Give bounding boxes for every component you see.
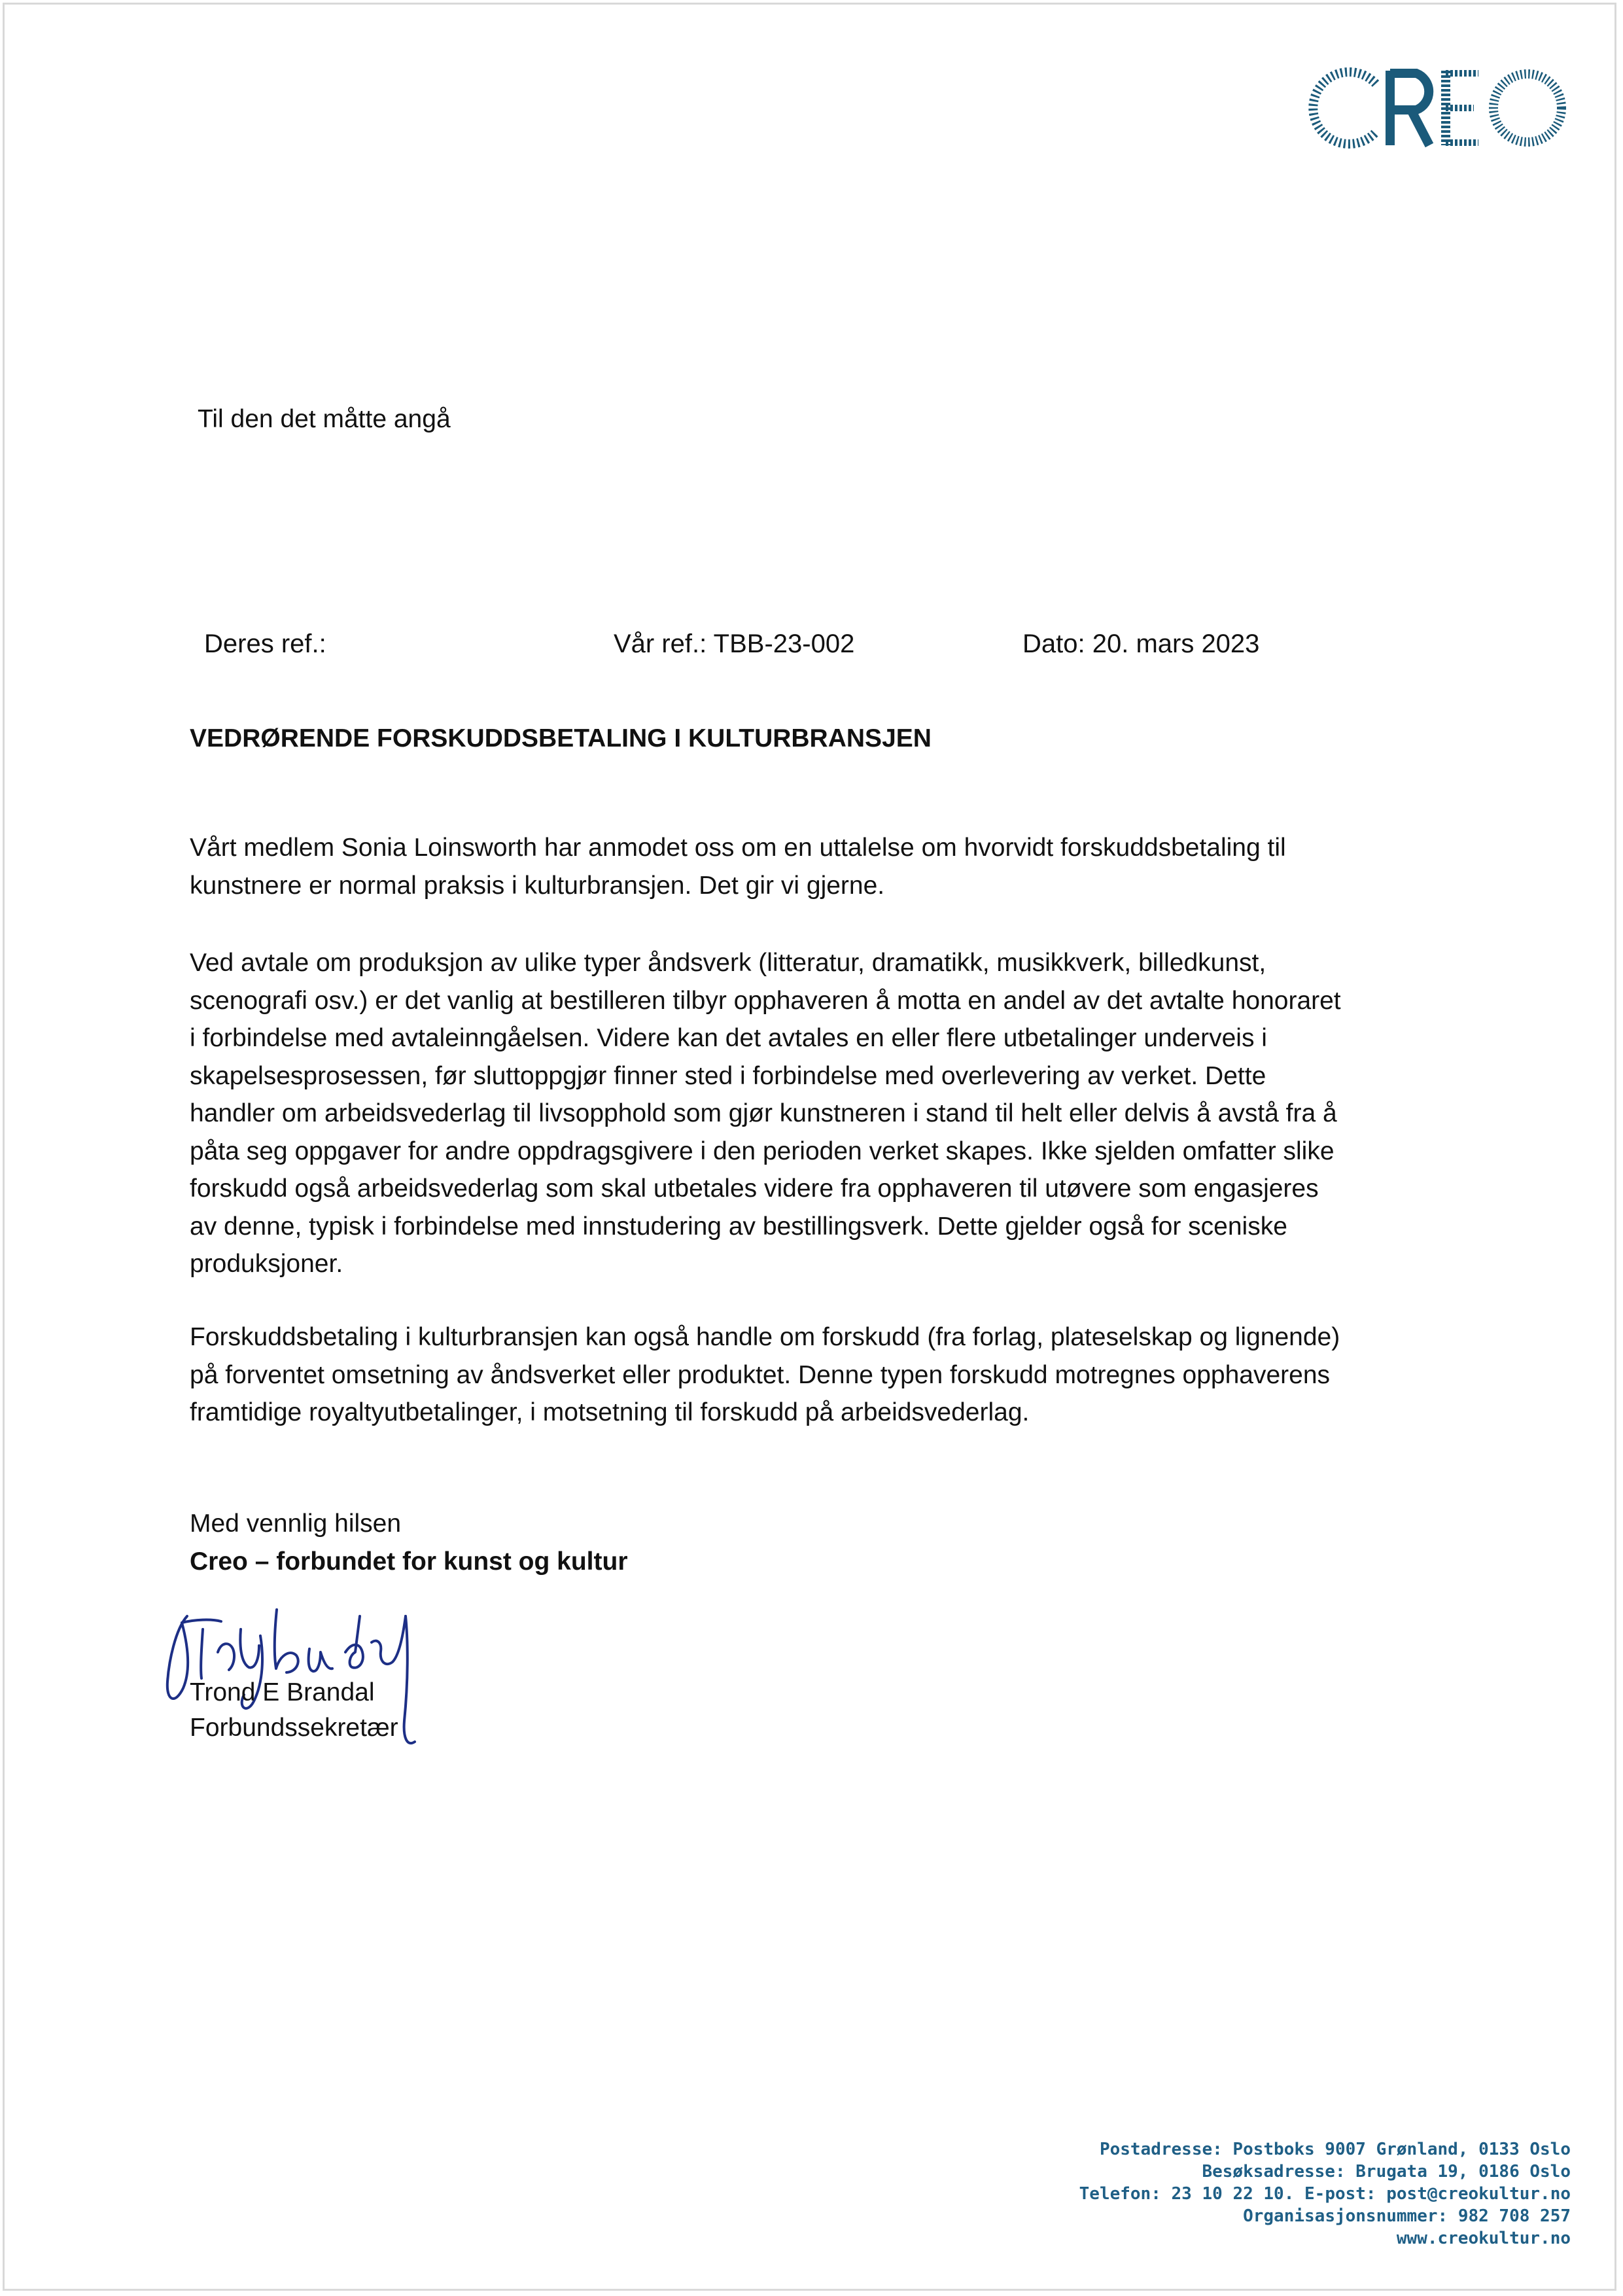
paragraph-line: scenografi osv.) er det vanlig at bestilleren tilbyr opphaveren å motta en andel av det avtalte honoraret: [190, 986, 1341, 1015]
paragraph-line: Forskuddsbetaling i kulturbransjen kan også handle om forskudd (fra forlag, plateselskap og lignende): [190, 1323, 1340, 1351]
creo-logo: [1299, 59, 1573, 157]
logo-letter-r: [1390, 71, 1429, 145]
logo-letter-o: [1493, 74, 1562, 142]
deres-ref: Deres ref.:: [204, 629, 326, 658]
paragraph-1: [190, 829, 1420, 904]
paragraph-line: Ved avtale om produksjon av ulike typer åndsverk (litteratur, dramatikk, musikkverk, billedkunst,: [190, 949, 1266, 977]
paragraph-line: framtidige royaltyutbetalinger, i motsetning til forskudd på arbeidsvederlag.: [190, 1398, 1030, 1426]
paragraph-line: forskudd også arbeidsvederlag som skal utbetales videre fra opphaveren til utøvere som engasjeres: [190, 1174, 1319, 1203]
paragraph-line: produksjoner.: [190, 1250, 343, 1278]
paragraph-2: [190, 944, 1420, 1283]
footer-visit-address: Besøksadresse: Brugata 19, 0186 Oslo: [1202, 2162, 1571, 2181]
paragraph-3: [190, 1318, 1420, 1432]
logo-letter-c: [1313, 72, 1376, 144]
closing-greeting: Med vennlig hilsen: [190, 1510, 402, 1538]
letter-subject: VEDRØRENDE FORSKUDDSBETALING I KULTURBRANSJEN: [190, 724, 932, 752]
paragraph-line: skapelsesprosessen, før sluttoppgjør finner sted i forbindelse med overlevering av verket. Dette: [190, 1061, 1266, 1090]
footer-org-number: Organisasjonsnummer: 982 708 257: [1243, 2206, 1571, 2226]
paragraph-line: kunstnere er normal praksis i kulturbransjen. Det gir vi gjerne.: [190, 871, 885, 900]
paragraph-line: på forventet omsetning av åndsverket eller produktet. Denne typen forskudd motregnes opphaverens: [190, 1360, 1331, 1389]
paragraph-line: påta seg oppgaver for andre oppdragsgivere i den perioden verket skapes. Ikke sjelden omfatter slike: [190, 1137, 1335, 1165]
footer-postal-address: Postadresse: Postboks 9007 Grønland, 0133 Oslo: [1099, 2140, 1571, 2159]
footer-phone-email: Telefon: 23 10 22 10. E-post: post@creokultur.no: [1079, 2184, 1571, 2204]
date: Dato: 20. mars 2023: [1022, 629, 1260, 658]
logo-letter-e: [1446, 71, 1478, 145]
addressee: Til den det måtte angå: [198, 405, 451, 433]
signer-title: Forbundssekretær: [190, 1714, 398, 1742]
signer-name: Trond E Brandal: [190, 1678, 375, 1706]
paragraph-line: av denne, typisk i forbindelse med innstudering av bestillingsverk. Dette gjelder også for sceniske: [190, 1212, 1287, 1241]
var-ref: Vår ref.: TBB-23-002: [614, 629, 855, 658]
paragraph-line: i forbindelse med avtaleinngåelsen. Videre kan det avtales en eller flere utbetalinger underveis i: [190, 1024, 1267, 1052]
footer-contact-block: [1079, 2138, 1571, 2250]
organization-name: Creo – forbundet for kunst og kultur: [190, 1547, 628, 1576]
paragraph-line: handler om arbeidsvederlag til livsopphold som gjør kunstneren i stand til helt eller delvis å avstå fra å: [190, 1099, 1337, 1127]
footer-website-link[interactable]: www.creokultur.no: [1396, 2229, 1571, 2248]
paragraph-line: Vårt medlem Sonia Loinsworth har anmodet oss om en uttalelse om hvorvidt forskuddsbetaling til: [190, 834, 1286, 862]
